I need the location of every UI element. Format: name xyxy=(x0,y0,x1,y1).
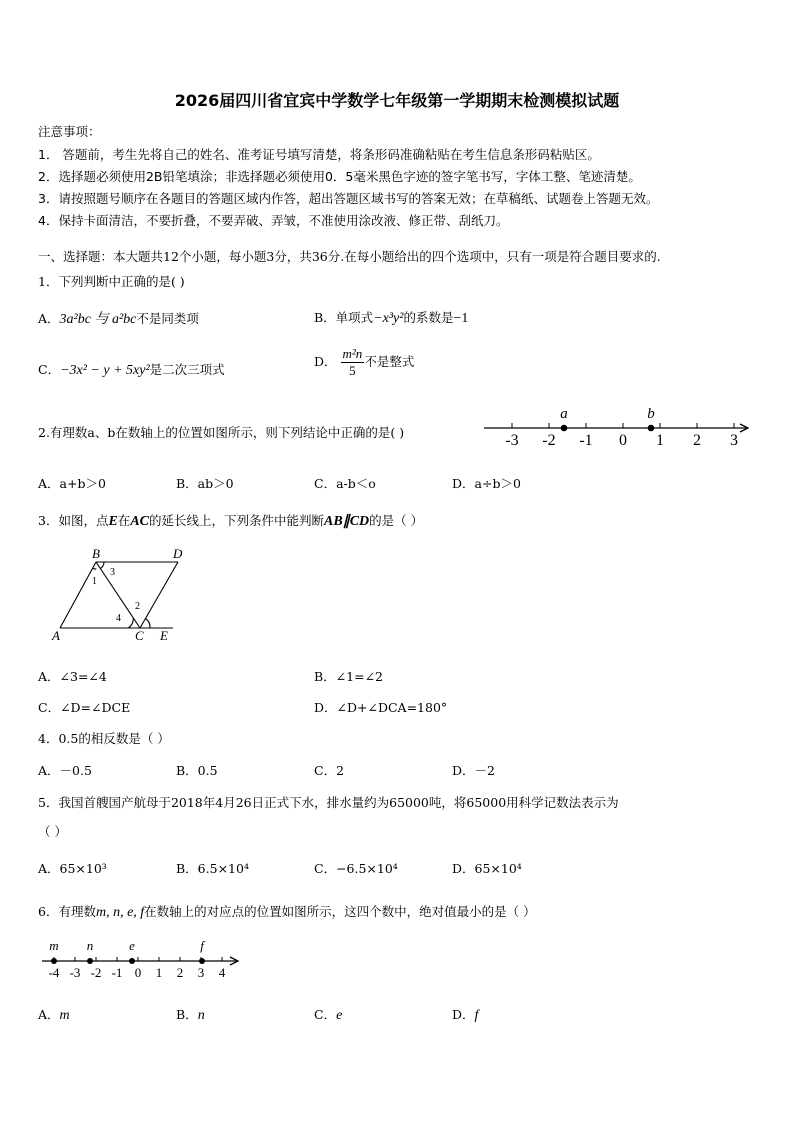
point-b-label: b xyxy=(647,406,655,422)
question-6-stem: 6．有理数m, n, e, f在数轴上的对应点的位置如图所示，这四个数中，绝对值最小的是（ ） xyxy=(38,904,536,920)
q5-option-a: A．65×10³ xyxy=(38,861,107,876)
q2-option-d: D．a÷b＞0 xyxy=(452,476,521,491)
angle-4-label: 4 xyxy=(116,613,121,624)
q6-option-d: D．f xyxy=(452,1007,479,1023)
question-5-stem: 5．我国首艘国产航母于2018年4月26日正式下水，排水量约为65000吨，将65000用科学记数法表示为 xyxy=(38,795,619,810)
tick-label: 2 xyxy=(693,432,701,449)
tick-label: -1 xyxy=(111,965,123,980)
label-E: E xyxy=(160,628,168,643)
tick-label: 0 xyxy=(134,965,142,980)
tick-label: -2 xyxy=(90,965,102,980)
geometry-figure-q3 xyxy=(48,545,198,645)
number-line-q2 xyxy=(478,402,758,452)
label-A: A xyxy=(52,628,60,643)
q2-option-c: C．a-b＜o xyxy=(314,476,376,491)
notice-heading: 注意事项： xyxy=(38,124,101,139)
question-2-stem: 2.有理数a、b在数轴上的位置如图所示，则下列结论中正确的是( ) xyxy=(38,425,405,440)
q6-option-c: C．e xyxy=(314,1007,343,1023)
point-f-label: f xyxy=(200,938,204,953)
angle-1-label: 1 xyxy=(92,576,97,587)
q1-option-a: A．3a²bc 与 a²bc不是同类项 xyxy=(38,311,199,327)
q5-option-c: C．−6.5×10⁴ xyxy=(314,861,398,876)
section-heading: 一、选择题：本大题共12个小题，每小题3分，共36分.在每小题给出的四个选项中，只有一项是符合题目要求的. xyxy=(38,249,661,264)
angle-2-label: 2 xyxy=(135,601,140,612)
q1-option-c: C．−3x² − y + 5xy²是二次三项式 xyxy=(38,362,225,378)
notice-item: 3．请按照题号顺序在各题目的答题区域内作答，超出答题区域书写的答案无效；在草稿纸、试题卷上答题无效。 xyxy=(38,191,659,206)
q1-option-b: B．单项式−x³y²的系数是−1 xyxy=(314,310,469,326)
point-b xyxy=(648,425,655,432)
point-a-label: a xyxy=(560,406,568,422)
q6-option-a: A．m xyxy=(38,1007,70,1023)
label-C: C xyxy=(135,628,144,643)
number-line-q6 xyxy=(38,935,248,985)
point-f xyxy=(199,958,205,964)
point-a xyxy=(561,425,568,432)
tick-label: -2 xyxy=(542,432,556,449)
tick-label: 3 xyxy=(730,432,738,449)
q4-option-a: A．－0.5 xyxy=(38,763,92,778)
tick-label: -3 xyxy=(505,432,519,449)
label-D: D xyxy=(173,546,183,561)
point-n xyxy=(87,958,93,964)
q3-option-a: A．∠3=∠4 xyxy=(38,669,107,684)
tick-label: 1 xyxy=(656,432,664,449)
tick-label: 1 xyxy=(155,965,163,980)
notice-item: 1． 答题前，考生先将自己的姓名、准考证号填写清楚，将条形码准确粘贴在考生信息条形码粘贴区。 xyxy=(38,147,600,162)
fraction: $\frac{\text{m²n}}{5}$ xyxy=(342,346,363,378)
tick-label: 4 xyxy=(218,965,226,980)
q4-option-b: B．0.5 xyxy=(176,763,218,778)
question-5-paren: （ ） xyxy=(38,824,67,839)
q2-option-b: B．ab＞0 xyxy=(176,476,234,491)
q2-option-a: A．a+b＞0 xyxy=(38,476,106,491)
tick-label: -3 xyxy=(69,965,81,980)
tick-label: 3 xyxy=(197,965,205,980)
tick-label: 2 xyxy=(176,965,184,980)
q3-option-d: D．∠D+∠DCA=180° xyxy=(314,700,448,715)
question-1-stem: 1．下列判断中正确的是( ) xyxy=(38,274,185,289)
point-m xyxy=(51,958,57,964)
point-n-label: n xyxy=(86,938,94,953)
q4-option-c: C．2 xyxy=(314,763,345,778)
label-B: B xyxy=(92,546,100,561)
q3-option-c: C．∠D=∠DCE xyxy=(38,700,131,715)
question-3-stem: 3．如图，点E在AC的延长线上，下列条件中能判断AB∥CD的是（ ） xyxy=(38,513,424,529)
tick-label: -4 xyxy=(48,965,60,980)
notice-item: 4．保持卡面清洁，不要折叠，不要弄破、弄皱，不准使用涂改液、修正带、刮纸刀。 xyxy=(38,213,509,228)
point-m-label: m xyxy=(49,938,59,953)
q4-option-d: D．－2 xyxy=(452,763,495,778)
point-e-label: e xyxy=(129,938,135,953)
q5-option-d: D．65×10⁴ xyxy=(452,861,522,876)
point-e xyxy=(129,958,135,964)
page-title: 2026届四川省宜宾中学数学七年级第一学期期末检测模拟试题 xyxy=(174,91,620,110)
notice-item: 2．选择题必须使用2B铅笔填涂；非选择题必须使用0．5毫米黑色字迹的签字笔书写，字体工整、笔迹清楚。 xyxy=(38,169,641,184)
angle-3-label: 3 xyxy=(110,567,115,578)
q6-option-b: B．n xyxy=(176,1007,205,1023)
question-4-stem: 4．0.5的相反数是（ ） xyxy=(38,731,170,746)
q3-option-b: B．∠1=∠2 xyxy=(314,669,384,684)
q1-option-d: D． $\frac{\text{m²n}}{5}$ 不是整式 xyxy=(314,346,415,378)
tick-label: 0 xyxy=(619,432,627,449)
tick-label: -1 xyxy=(579,432,593,449)
q5-option-b: B．6.5×10⁴ xyxy=(176,861,249,876)
